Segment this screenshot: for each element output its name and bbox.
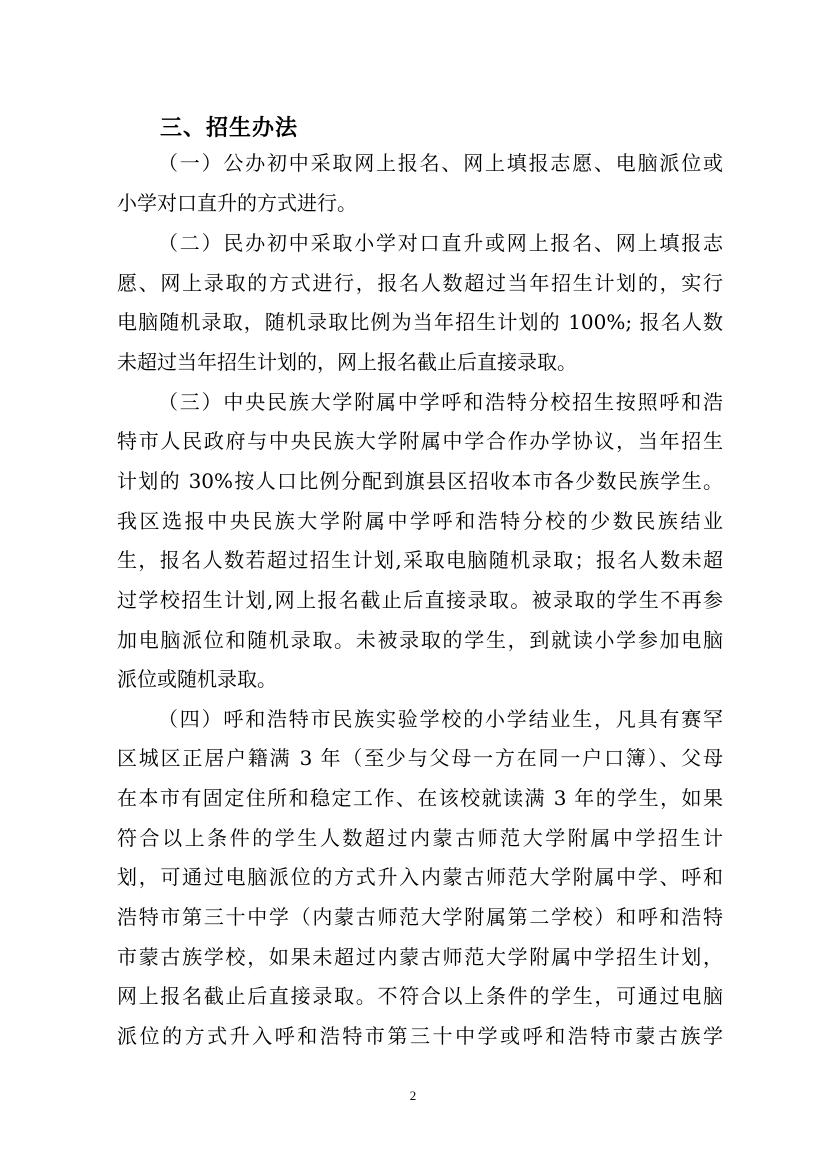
paragraph-3-line-7: 加电脑派位和随机录取。未被录取的学生，到就读小学参加电脑 [117, 628, 723, 652]
paragraph-2-line-1: （二）民办初中采取小学对口直升或网上报名、网上填报志 [158, 231, 723, 255]
paragraph-3-line-4: 我区选报中央民族大学附属中学呼和浩特分校的少数民族结业 [117, 509, 723, 533]
paragraph-2-line-2: 愿、网上录取的方式进行，报名人数超过当年招生计划的，实行 [117, 271, 723, 295]
paragraph-4-line-8: 网上报名截止后直接录取。不符合以上条件的学生，可通过电脑 [117, 984, 723, 1008]
paragraph-4-line-5: 划，可通过电脑派位的方式升入内蒙古师范大学附属中学、呼和 [117, 865, 723, 889]
paragraph-1-line-2: 小学对口直升的方式进行。 [117, 191, 357, 215]
paragraph-4-line-7: 市蒙古族学校，如果未超过内蒙古师范大学附属中学招生计划， [117, 945, 723, 969]
paragraph-3-line-1: （三）中央民族大学附属中学呼和浩特分校招生按照呼和浩 [158, 390, 723, 414]
section-heading: 三、招生办法 [160, 116, 299, 141]
paragraph-1-line-1: （一）公办初中采取网上报名、网上填报志愿、电脑派位或 [158, 151, 723, 175]
paragraph-4-line-2: 区城区正居户籍满 3 年（至少与父母一方在同一户口簿）、父母 [117, 746, 723, 770]
paragraph-2-line-3: 电脑随机录取，随机录取比例为当年招生计划的 100%; 报名人数 [117, 310, 723, 334]
paragraph-3-line-3: 计划的 30%按人口比例分配到旗县区招收本市各少数民族学生。 [117, 469, 723, 493]
paragraph-2-line-4: 未超过当年招生计划的，网上报名截止后直接录取。 [117, 350, 577, 374]
paragraph-3-line-5: 生，报名人数若超过招生计划,采取电脑随机录取；报名人数未超 [117, 548, 723, 572]
paragraph-3-line-6: 过学校招生计划,网上报名截止后直接录取。被录取的学生不再参 [117, 588, 723, 612]
paragraph-4-line-6: 浩特市第三十中学（内蒙古师范大学附属第二学校）和呼和浩特 [117, 905, 723, 929]
paragraph-4-line-9: 派位的方式升入呼和浩特市第三十中学或呼和浩特市蒙古族学 [117, 1024, 723, 1048]
paragraph-4-line-3: 在本市有固定住所和稳定工作、在该校就读满 3 年的学生，如果 [117, 786, 723, 810]
paragraph-4-line-4: 符合以上条件的学生人数超过内蒙古师范大学附属中学招生计 [117, 826, 723, 850]
paragraph-4-line-1: （四）呼和浩特市民族实验学校的小学结业生，凡具有赛罕 [158, 707, 723, 731]
page-number: 2 [409, 1088, 417, 1103]
paragraph-3-line-8: 派位或随机录取。 [117, 667, 277, 691]
paragraph-3-line-2: 特市人民政府与中央民族大学附属中学合作办学协议，当年招生 [117, 429, 723, 453]
